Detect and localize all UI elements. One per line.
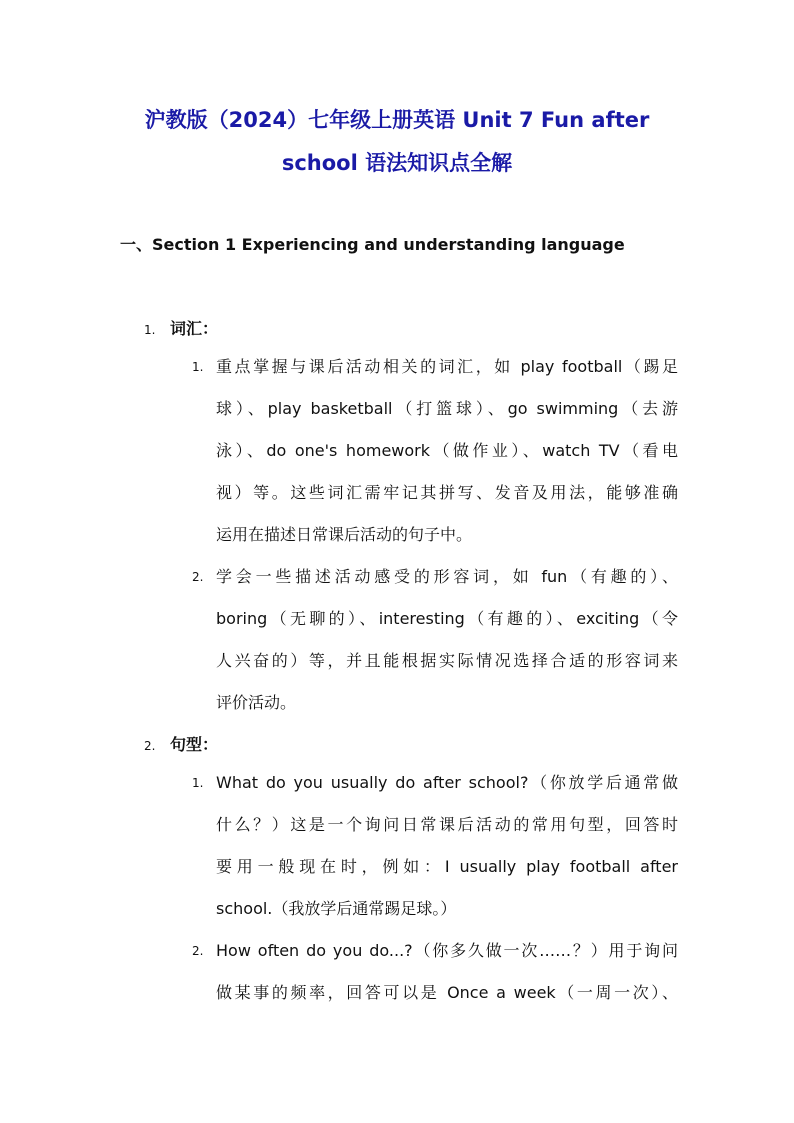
sentence-item-1-line-1: What do you usually do after school?（你放学后通常做 [216, 773, 678, 792]
sentence-item-1-line-4: school.（我放学后通常踢足球。） [216, 899, 457, 918]
title-line-2: school 语法知识点全解 [281, 151, 513, 175]
sentence-item-2 [192, 930, 678, 1014]
sentence-item-2-line-2: 做某事的频率，回答可以是 Once a week（一周一次）、 [216, 983, 678, 1002]
sentence-heading [144, 732, 218, 755]
title-line-1: 沪教版（2024）七年级上册英语 Unit 7 Fun after [144, 108, 650, 132]
vocab-heading [144, 316, 218, 339]
vocab-item-1 [192, 346, 678, 556]
vocab-item-2-number: 2. [192, 570, 204, 584]
vocab-item-2-line-1: 学会一些描述活动感受的形容词，如 fun（有趣的）、 [216, 567, 678, 586]
vocab-item-1-line-2: 球）、play basketball（打篮球）、go swimming（去游 [216, 399, 678, 418]
sentence-item-1 [192, 762, 678, 930]
sentence-item-2-number: 2. [192, 944, 204, 958]
vocab-item-2 [192, 556, 678, 724]
vocab-item-1-number: 1. [192, 360, 204, 374]
vocab-item-2-line-2: boring（无聊的）、interesting（有趣的）、exciting（令 [216, 609, 678, 628]
sentence-label: 句型： [170, 735, 219, 754]
vocab-item-1-line-4: 视）等。这些词汇需牢记其拼写、发音及用法，能够准确 [216, 483, 678, 502]
sentence-item-1-number: 1. [192, 776, 204, 790]
sentence-item-1-line-3: 要用一般现在时，例如：I usually play football after [216, 857, 678, 876]
vocab-item-2-line-4: 评价活动。 [216, 693, 297, 712]
sentence-number: 2. [144, 739, 156, 753]
vocab-item-2-line-3: 人兴奋的）等，并且能根据实际情况选择合适的形容词来 [216, 651, 678, 670]
vocab-label: 词汇： [170, 319, 219, 338]
sentence-item-1-line-2: 什么？）这是一个询问日常课后活动的常用句型，回答时 [216, 815, 678, 834]
sentence-item-2-line-1: How often do you do...?（你多久做一次……？）用于询问 [216, 941, 678, 960]
vocab-number: 1. [144, 323, 156, 337]
section-heading: 一、Section 1 Experiencing and understanding language [120, 235, 625, 254]
vocab-item-1-line-3: 泳）、do one's homework（做作业）、watch TV（看电 [216, 441, 678, 460]
vocab-item-1-line-1: 重点掌握与课后活动相关的词汇，如 play football（踢足 [216, 357, 678, 376]
vocab-item-1-line-5: 运用在描述日常课后活动的句子中。 [216, 525, 473, 544]
